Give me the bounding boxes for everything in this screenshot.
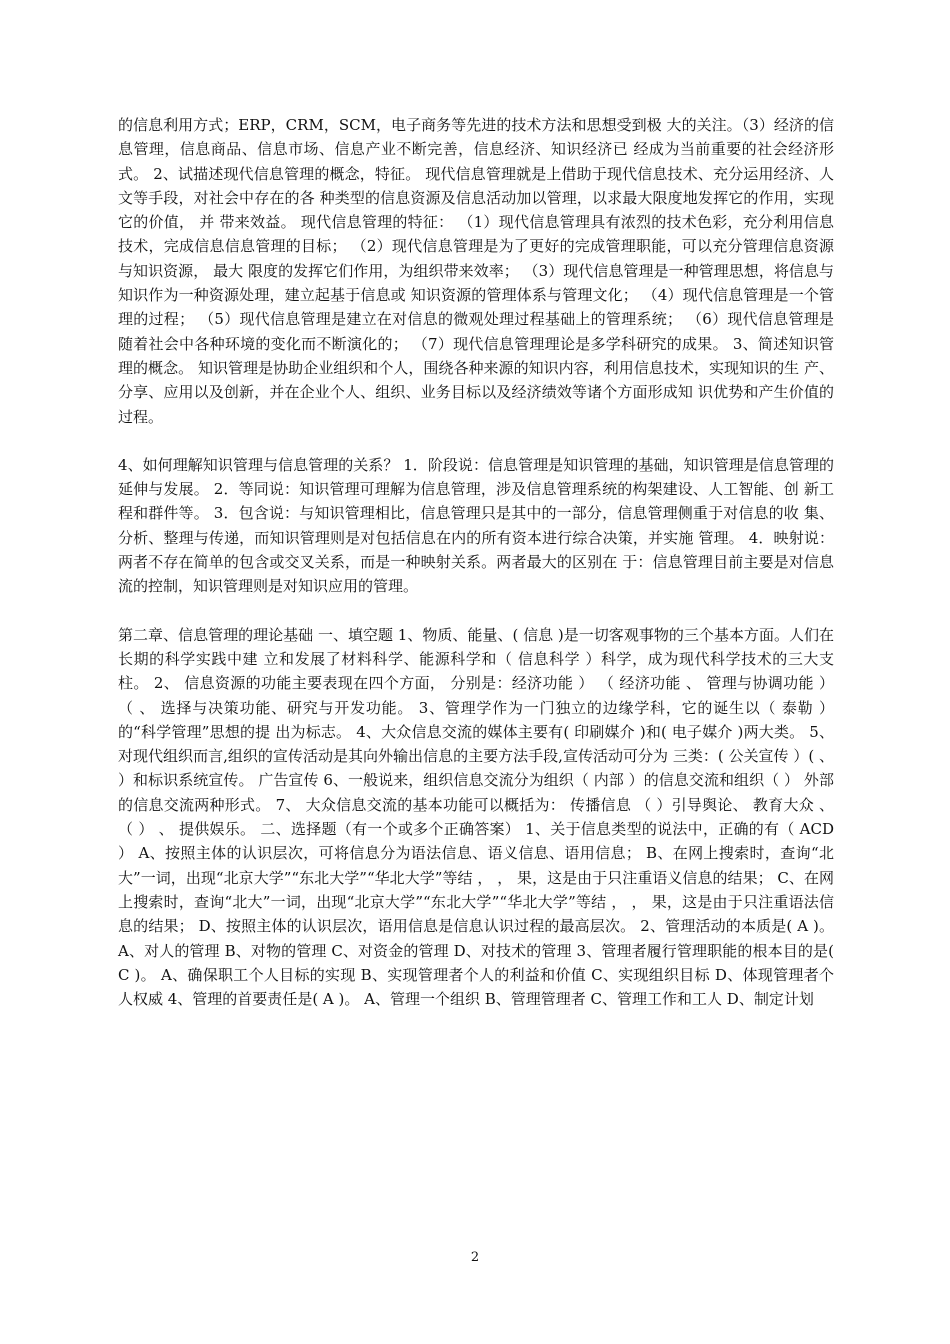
paragraph-chapter-two-questions: 第二章、信息管理的理论基础 一、填空题 1、物质、能量、( 信息 )是一切客观事物的三个基本方面。人们在长期的科学实践中建 立和发展了材料科学、能源科学和（ 信息科学 ）科学，成为现代科学技术的三大支柱。 2、 信息资源的功能主要表现在四个方面， 分别是：经济功能 ） （ 经济功能 、 管理与协调功能 ） （ 、 选择与决策功能、研究与开发功能。 3、管理学作为一门独立的边缘学科，它的诞生以（ 泰勒 ）的“科学管理”思想的提 出为标志。 4、大众信息交流的媒体主要有( 印刷媒介 )和( 电子媒介 )两大类。 5、对现代组织而言,组织的宣传活动是其向外输出信息的主要方法手段,宣传活动可分为 三类：( 公关宣传 ）( 、 ）和标识系统宣传。 广告宣传 6、一般说来，组织信息交流分为组织（ 内部 ）的信息交流和组织（ ） 外部 的信息交流两种形式。 7、 大众信息交流的基本功能可以概括为： 传播信息 （ ）引导舆论、 教育大众 、 （ ） 、 提供娱乐。 二、选择题（有一个或多个正确答案） 1、关于信息类型的说法中，正确的有（ ACD ） A、按照主体的认识层次，可将信息分为语法信息、语义信息、语用信息； B、在网上搜索时，查询“北大”一词，出现“北京大学”“东北大学”“华北大学”等结 ， ， 果，这是由于只注重语义信息的结果； C、在网上搜索时，查询“北大”一词，出现“北京大学”“东北大学”“华北大学”等结 ， ， 果，这是由于只注重语法信息的结果； D、按照主体的认识层次，语用信息是信息认识过程的最高层次。 2、管理活动的本质是( A )。 A、对人的管理 B、对物的管理 C、对资金的管理 D、对技术的管理 3、管理者履行管理职能的根本目的是( C )。 A、确保职工个人目标的实现 B、实现管理者个人的利益和价值 C、实现组织目标 D、体现管理者个人权威 4、管理的首要责任是( A )。 A、管理一个组织 B、管理管理者 C、管理工作和工人 D、制定计划 [118, 625, 834, 1009]
paragraph-modern-info-management: 的信息利用方式；ERP，CRM，SCM，电子商务等先进的技术方法和思想受到极 大的关注。（3）经济的信息管理，信息商品、信息市场、信息产业不断完善，信息经济、知识经济已 经成为当前重要的社会经济形式。 2、试描述现代信息管理的概念，特征。 现代信息管理就是上借助于现代信息技术、充分运用经济、人文等手段，对社会中存在的各 种类型的信息资源及信息活动加以管理，以求最大限度地发挥它的作用，实现它的价值， 并 带来效益。 现代信息管理的特征： （1）现代信息管理具有浓烈的技术色彩，充分利用信息技术，完成信息信息管理的目标； （2）现代信息管理是为了更好的完成管理职能，可以充分管理信息资源与知识资源， 最大 限度的发挥它们作用，为组织带来效率； （3）现代信息管理是一种管理思想，将信息与知识作为一种资源处理，建立起基于信息或 知识资源的管理体系与管理文化； （4）现代信息管理是一个管理的过程； （5）现代信息管理是建立在对信息的微观处理过程基础上的管理系统； （6）现代信息管理是随着社会中各种环境的变化而不断演化的； （7）现代信息管理理论是多学科研究的成果。 3、简述知识管理的概念。 知识管理是协助企业组织和个人，围绕各种来源的知识内容，利用信息技术，实现知识的生 产、分享、应用以及创新，并在企业个人、组织、业务目标以及经济绩效等诸个方面形成知 识优势和产生价值的过程。 [118, 116, 834, 426]
paragraph-knowledge-vs-info-management: 4、如何理解知识管理与信息管理的关系？ 1．阶段说：信息管理是知识管理的基础，知识管理是信息管理的延伸与发展。 2．等同说：知识管理可理解为信息管理，涉及信息管理系统的构架建设、人工智能、创 新工程和群件等。 3．包含说：与知识管理相比，信息管理只是其中的一部分，信息管理侧重于对信息的收 集、分析、整理与传递，而知识管理则是对包括信息在内的所有资本进行综合决策，并实施 管理。 4．映射说：两者不存在简单的包含或交叉关系，而是一种映射关系。两者最大的区别在 于：信息管理目前主要是对信息流的控制，知识管理则是对知识应用的管理。 [118, 455, 834, 596]
document-body [118, 113, 834, 1035]
page-number: 2 [470, 1250, 480, 1265]
